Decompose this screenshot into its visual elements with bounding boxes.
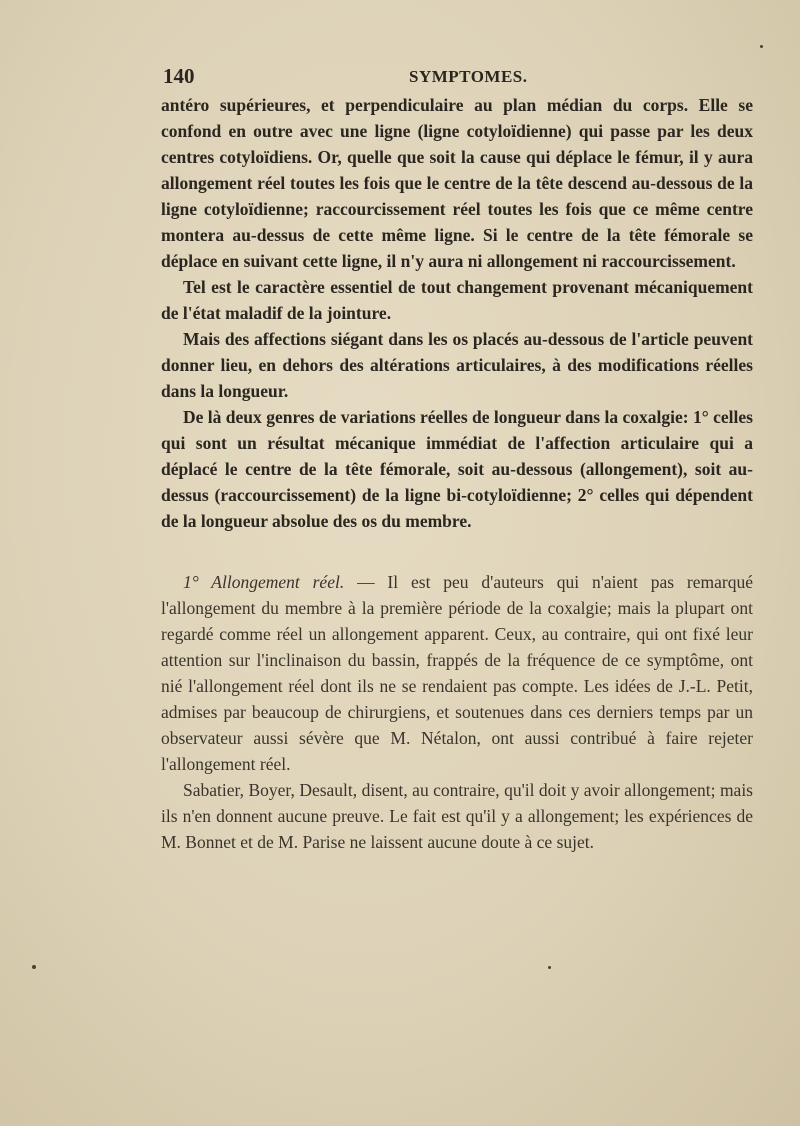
section-gap (161, 534, 753, 569)
page-header (163, 64, 753, 92)
paragraph-5 (161, 569, 753, 777)
ink-speck (32, 965, 36, 969)
ink-speck (548, 966, 551, 969)
page-number: 140 (163, 64, 195, 88)
ink-speck (760, 45, 763, 48)
paragraph-3: Mais des affections siégant dans les os placés au-dessous de l'article peuvent donner lieu, en dehors des altérations articulaires, à des modifications réelles dans la longueur. (161, 329, 753, 401)
running-head: SYMPTOMES. (409, 67, 528, 86)
body-text (161, 92, 753, 855)
paragraph-5-body: — Il est peu d'auteurs qui n'aient pas remarqué l'allongement du membre à la première période de la coxalgie; mais la plupart ont regardé comme réel un allongement apparent. Ceux, au contraire, qui ont fixé leur attention sur l'inclinaison du bassin, frappés de la fréquence de ce symptôme, ont nié l'allongement réel dont ils ne se rendaient pas compte. Les idées de J.-L. Petit, admises par beaucoup de chirurgiens, et soutenues dans ces derniers temps par un observateur aussi sévère que M. Nétalon, ont aussi contribué à faire rejeter l'allongement réel. (161, 572, 753, 774)
paragraph-6: Sabatier, Boyer, Desault, disent, au contraire, qu'il doit y avoir allongement; mais ils n'en donnent aucune preuve. Le fait est qu'il y a allongement; les expériences de M. Bonnet et de M. Parise ne laissent aucune doute à ce sujet. (161, 780, 753, 852)
paragraph-2: Tel est le caractère essentiel de tout changement provenant mécaniquement de l'état maladif de la jointure. (161, 277, 753, 323)
paragraph-4: De là deux genres de variations réelles de longueur dans la coxalgie: 1° celles qui sont un résultat mécanique immédiat de l'affection articulaire qui a déplacé le centre de la tête fémorale, soit au-dessous (allongement), soit au-dessus (raccourcissement) de la ligne bi-cotyloïdienne; 2° celles qui dépendent de la longueur absolue des os du membre. (161, 407, 753, 531)
section-heading: 1° Allongement réel. (183, 572, 345, 592)
paragraph-1: antéro supérieures, et perpendiculaire au plan médian du corps. Elle se confond en outre avec une ligne (ligne cotyloïdienne) qui passe par les deux centres cotyloïdiens. Or, quelle que soit la cause qui déplace le fémur, il y aura allongement réel toutes les fois que le centre de la tête descend au-dessous de la ligne cotyloïdienne; raccourcissement réel toutes les fois que ce même centre montera au-dessus de cette même ligne. Si le centre de la tête fémorale se déplace en suivant cette ligne, il n'y aura ni allongement ni raccourcissement. (161, 95, 753, 271)
